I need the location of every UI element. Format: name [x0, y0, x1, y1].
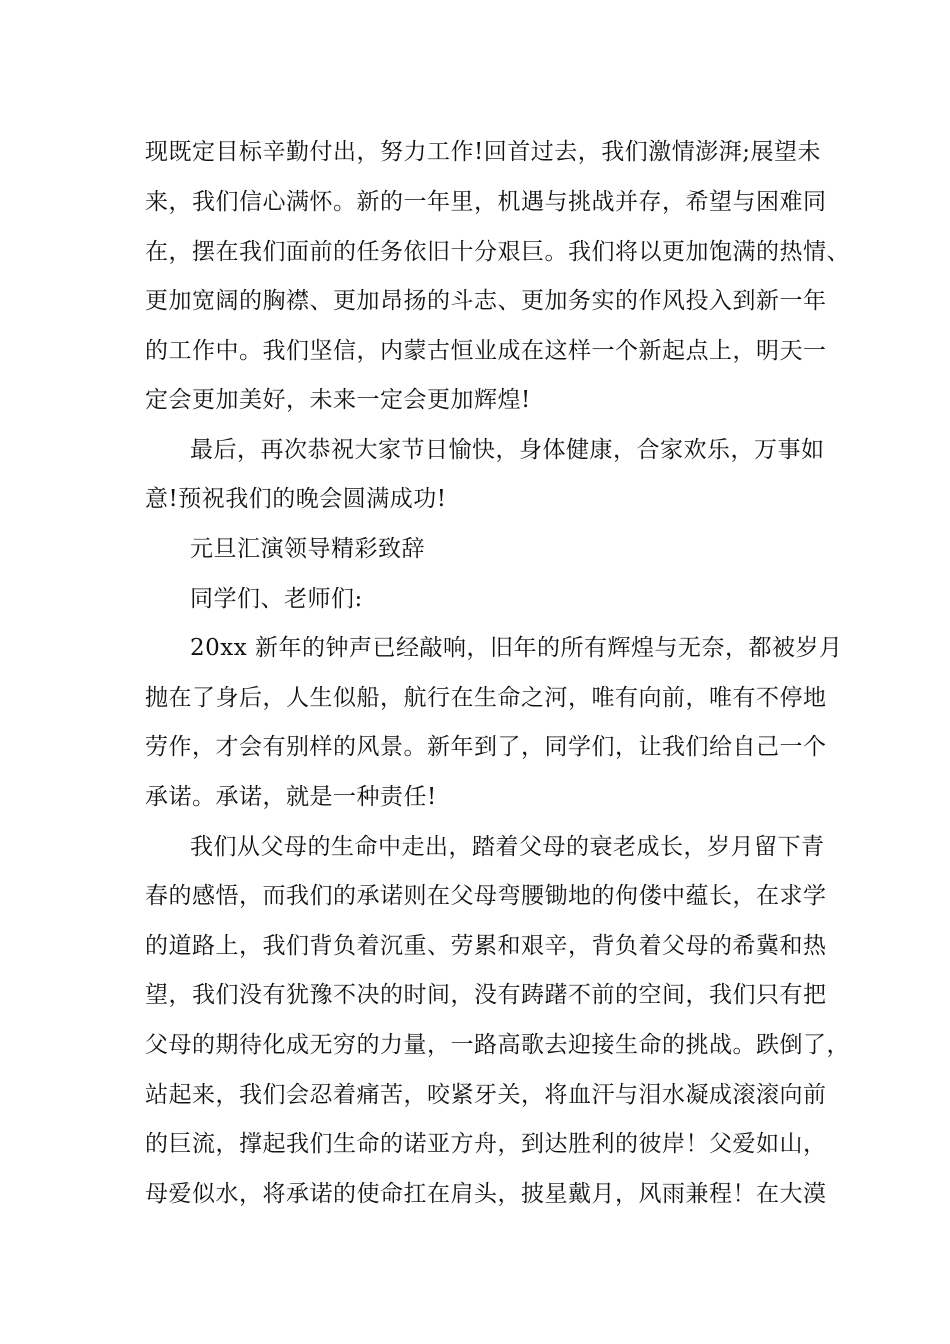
text-line: 望，我们没有犹豫不决的时间，没有踌躇不前的空间，我们只有把 — [145, 982, 827, 1008]
text-line: 意!预祝我们的晚会圆满成功! — [145, 486, 447, 512]
text-line: 更加宽阔的胸襟、更加昂扬的斗志、更加务实的作风投入到新一年 — [145, 288, 827, 314]
text-line: 的道路上，我们背负着沉重、劳累和艰辛，背负着父母的希冀和热 — [145, 933, 827, 959]
paragraph-first-line: 我们从父母的生命中走出，踏着父母的衰老成长，岁月留下青 — [190, 834, 825, 860]
text-line: 劳作，才会有别样的风景。新年到了，同学们，让我们给自己一个 — [145, 734, 827, 760]
text-line: 站起来，我们会忍着痛苦，咬紧牙关，将血汗与泪水凝成滚滚向前 — [145, 1082, 827, 1108]
text-line: 的巨流，撑起我们生命的诺亚方舟，到达胜利的彼岸！父爱如山， — [145, 1131, 827, 1157]
text-line: 的工作中。我们坚信，内蒙古恒业成在这样一个新起点上，明天一 — [145, 338, 827, 364]
text-line: 母爱似水，将承诺的使命扛在肩头，披星戴月，风雨兼程！在大漠 — [145, 1181, 827, 1207]
salutation: 同学们、老师们: — [190, 586, 363, 612]
paragraph-first-line: 20xx 新年的钟声已经敲响，旧年的所有辉煌与无奈，都被岁月 — [190, 635, 843, 661]
text-line: 春的感悟，而我们的承诺则在父母弯腰锄地的佝偻中蕴长，在求学 — [145, 883, 827, 909]
text-line: 抛在了身后，人生似船，航行在生命之河，唯有向前，唯有不停地 — [145, 685, 827, 711]
text-line: 在，摆在我们面前的任务依旧十分艰巨。我们将以更加饱满的热情、 — [145, 239, 850, 265]
text-line: 定会更加美好，未来一定会更加辉煌! — [145, 387, 531, 413]
paragraph-first-line: 最后，再次恭祝大家节日愉快，身体健康，合家欢乐，万事如 — [190, 437, 825, 463]
text-line: 父母的期待化成无穷的力量，一路高歌去迎接生命的挑战。跌倒了， — [145, 1032, 850, 1058]
section-title: 元旦汇演领导精彩致辞 — [190, 536, 425, 562]
text-line: 现既定目标辛勤付出，努力工作!回首过去，我们激情澎湃;展望未 — [145, 139, 821, 165]
text-line: 承诺。承诺，就是一种责任! — [145, 784, 437, 810]
text-line: 来，我们信心满怀。新的一年里，机遇与挑战并存，希望与困难同 — [145, 189, 827, 215]
